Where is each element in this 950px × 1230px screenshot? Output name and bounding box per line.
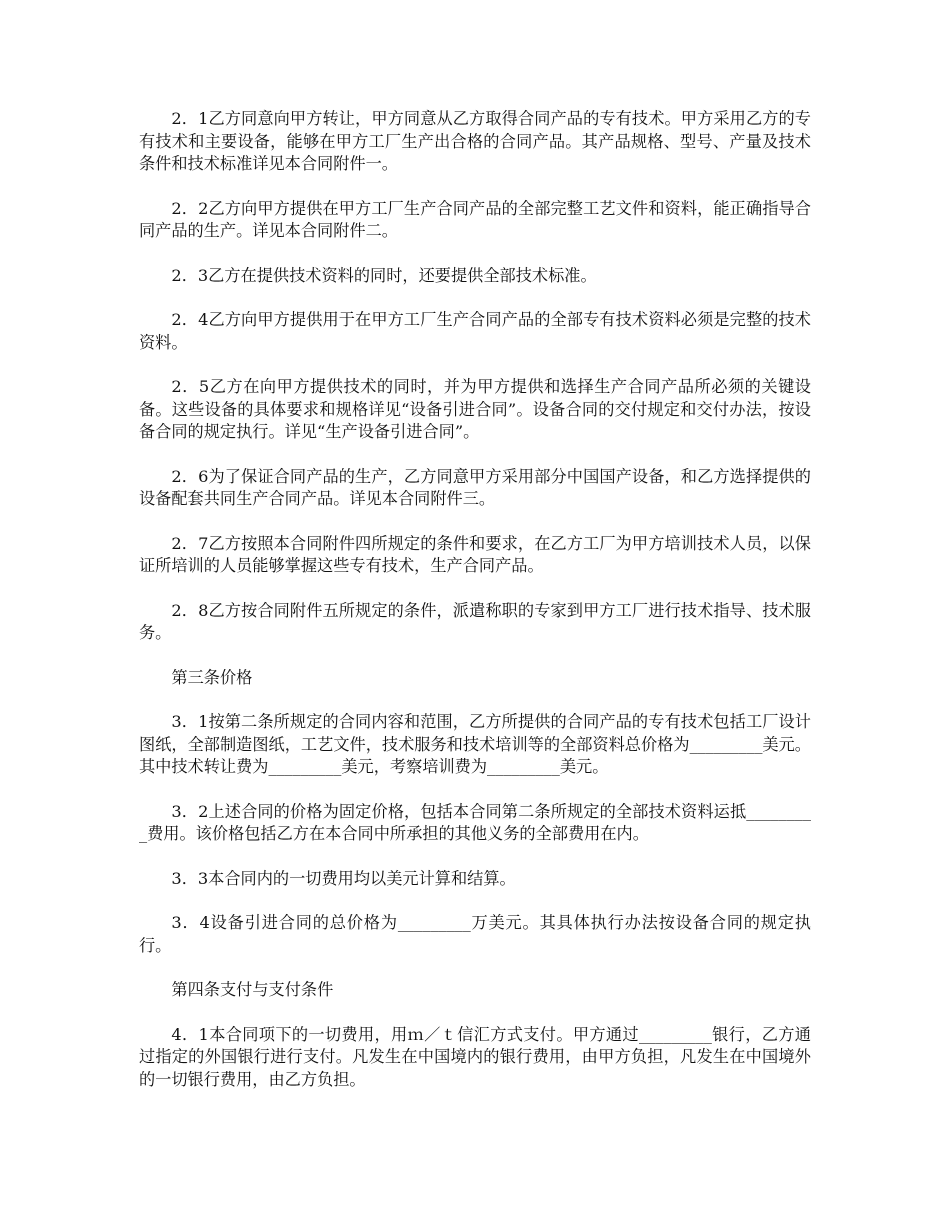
clause-2-2: 2．2乙方向甲方提供在甲方工厂生产合同产品的全部完整工艺文件和资料，能正确指导合同产品的生产。详见本合同附件二。 <box>139 198 811 240</box>
clause-2-1: 2．1乙方同意向甲方转让，甲方同意从乙方取得合同产品的专有技术。甲方采用乙方的专有技术和主要设备，能够在甲方工厂生产出合格的合同产品。其产品规格、型号、产量及技术条件和技术标准详见本合同附件一。 <box>139 109 811 173</box>
clause-2-7: 2．7乙方按照本合同附件四所规定的条件和要求，在乙方工厂为甲方培训技术人员，以保证所培训的人员能够掌握这些专有技术，生产合同产品。 <box>139 533 811 575</box>
clause-3-4: 3．4设备引进合同的总价格为_________万美元。其具体执行办法按设备合同的规定执行。 <box>139 913 811 955</box>
clause-3-2: 3．2上述合同的价格为固定价格，包括本合同第二条所规定的全部技术资料运抵_________费用。该价格包括乙方在本合同中所承担的其他义务的全部费用在内。 <box>139 801 811 843</box>
clause-2-4: 2．4乙方向甲方提供用于在甲方工厂生产合同产品的全部专有技术资料必须是完整的技术资料。 <box>139 310 811 352</box>
clause-2-8: 2．8乙方按合同附件五所规定的条件，派遣称职的专家到甲方工厂进行技术指导、技术服务。 <box>139 600 811 642</box>
clause-2-5: 2．5乙方在向甲方提供技术的同时，并为甲方提供和选择生产合同产品所必须的关键设备。这些设备的具体要求和规格详见“设备引进合同”。设备合同的交付规定和交付办法，按设备合同的规定执行。详见“生产设备引进合同”。 <box>139 377 811 441</box>
section-heading-article-4: 第四条支付与支付条件 <box>171 980 334 999</box>
clause-2-6: 2．6为了保证合同产品的生产，乙方同意甲方采用部分中国国产设备，和乙方选择提供的设备配套共同生产合同产品。详见本合同附件三。 <box>139 466 811 508</box>
clause-2-3: 2．3乙方在提供技术资料的同时，还要提供全部技术标准。 <box>171 265 597 285</box>
contract-page <box>139 108 811 1113</box>
section-heading-article-3: 第三条价格 <box>171 667 253 687</box>
clause-3-3: 3．3本合同内的一切费用均以美元计算和结算。 <box>171 868 516 888</box>
clause-4-1: 4．1本合同项下的一切费用，用ｍ／ｔ信汇方式支付。甲方通过_________银行，乙方通过指定的外国银行进行支付。凡发生在中国境内的银行费用，由甲方负担，凡发生在中国境外的一切银行费用，由乙方负担。 <box>139 1024 811 1089</box>
clause-3-1: 3．1按第二条所规定的合同内容和范围，乙方所提供的合同产品的专有技术包括工厂设计图纸，全部制造图纸，工艺文件，技术服务和技术培训等的全部资料总价格为_________美元。其中技术转让费为_________美元，考察培训费为_________美元。 <box>139 712 811 776</box>
